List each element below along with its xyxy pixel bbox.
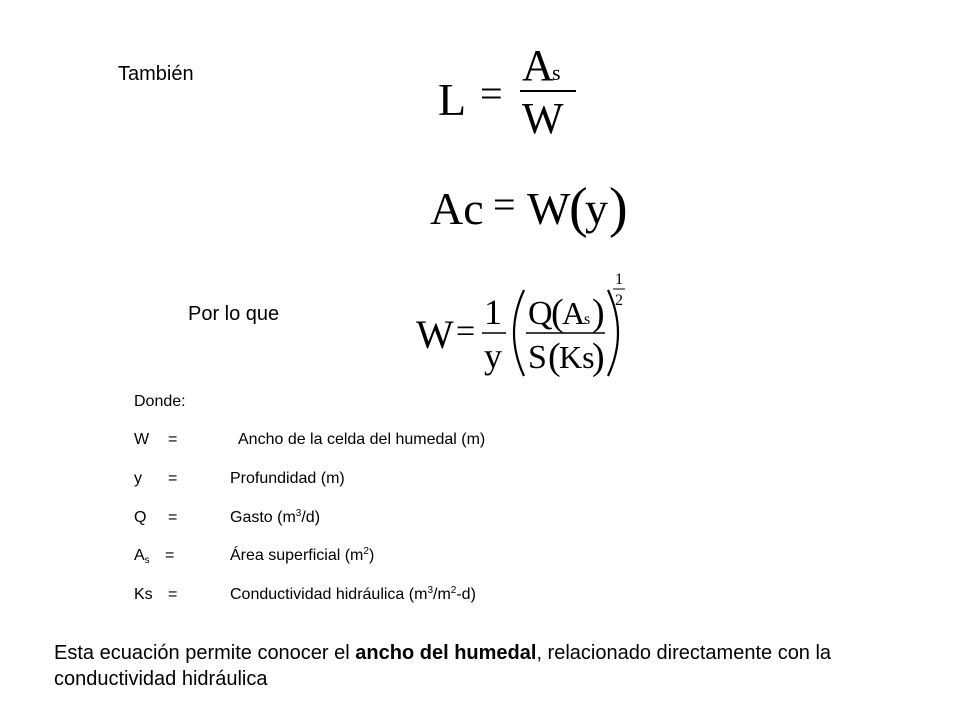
def-description: Ancho de la celda del humedal (m)	[238, 431, 486, 448]
eq3-exp-num: 1	[615, 271, 623, 288]
eq2-lhs: Ac	[430, 183, 484, 234]
definition-row-as	[0, 546, 960, 566]
def-symbol: $A_s$	[134, 547, 150, 566]
def-symbol: y	[134, 470, 142, 487]
def-symbol: Ks	[134, 586, 153, 603]
def-equals: =	[165, 547, 175, 564]
def-symbol: Q	[134, 509, 147, 526]
def-description: Gasto $(m^3/d)$	[230, 508, 321, 526]
eq3-equals: =	[456, 313, 476, 350]
eq3-den-ks: Ks	[559, 339, 595, 375]
svg-text:(: (	[551, 292, 564, 334]
eq1-equals: =	[480, 71, 503, 116]
def-equals: =	[168, 431, 178, 448]
svg-text:): )	[592, 292, 605, 334]
eq2-rparen: )	[609, 177, 628, 239]
svg-text:): )	[592, 336, 605, 378]
equation-length	[430, 40, 610, 140]
eq3-den-s: S	[528, 339, 547, 376]
eq3-frac1-num: 1	[484, 292, 502, 332]
definition-row-y	[0, 469, 960, 489]
eq2-arg: y	[585, 183, 608, 234]
eq3-num-a: A	[562, 295, 586, 331]
eq1-lhs: L	[438, 74, 467, 125]
label-tambien: También	[118, 63, 194, 85]
closing-emphasis: ancho del humedal	[355, 642, 537, 664]
eq3-frac1-den: y	[484, 336, 502, 376]
eq3-lhs: W	[416, 312, 454, 357]
eq1-num-main: A	[522, 41, 554, 90]
eq3-num-sub: s	[584, 311, 591, 328]
label-por-lo-que: Por lo que	[188, 303, 280, 325]
definition-row-q	[0, 508, 960, 528]
eq2-func: W	[527, 183, 571, 234]
eq3-exp-den: 2	[615, 292, 623, 309]
definition-row-ks	[0, 585, 960, 605]
equation-cross-area	[425, 172, 635, 242]
def-symbol: W	[134, 431, 150, 448]
eq1-den: W	[522, 94, 564, 140]
def-equals: =	[168, 586, 178, 603]
eq3-num-q: Q	[528, 295, 553, 332]
svg-text:(: (	[548, 336, 561, 378]
eq2-equals: =	[493, 182, 516, 227]
definition-row-w	[0, 430, 960, 450]
definitions-heading: Donde:	[134, 393, 186, 410]
def-description: Profundidad (m)	[230, 470, 345, 487]
def-description: Conductividad hidráulica $(m^3/m^2-d)$	[230, 585, 476, 603]
def-equals: =	[168, 509, 178, 526]
def-description: Área superficial $(m^2)$	[230, 546, 375, 564]
def-equals: =	[168, 470, 178, 487]
equation-width	[412, 268, 637, 378]
eq2-lparen: (	[569, 177, 588, 239]
closing-paragraph: Esta ecuación permite conocer el ancho del humedal, relacionado directamente con la conductividad hidráulica	[54, 642, 832, 690]
eq3-big-lparen	[514, 290, 524, 376]
eq1-num-sub: s	[552, 60, 561, 85]
